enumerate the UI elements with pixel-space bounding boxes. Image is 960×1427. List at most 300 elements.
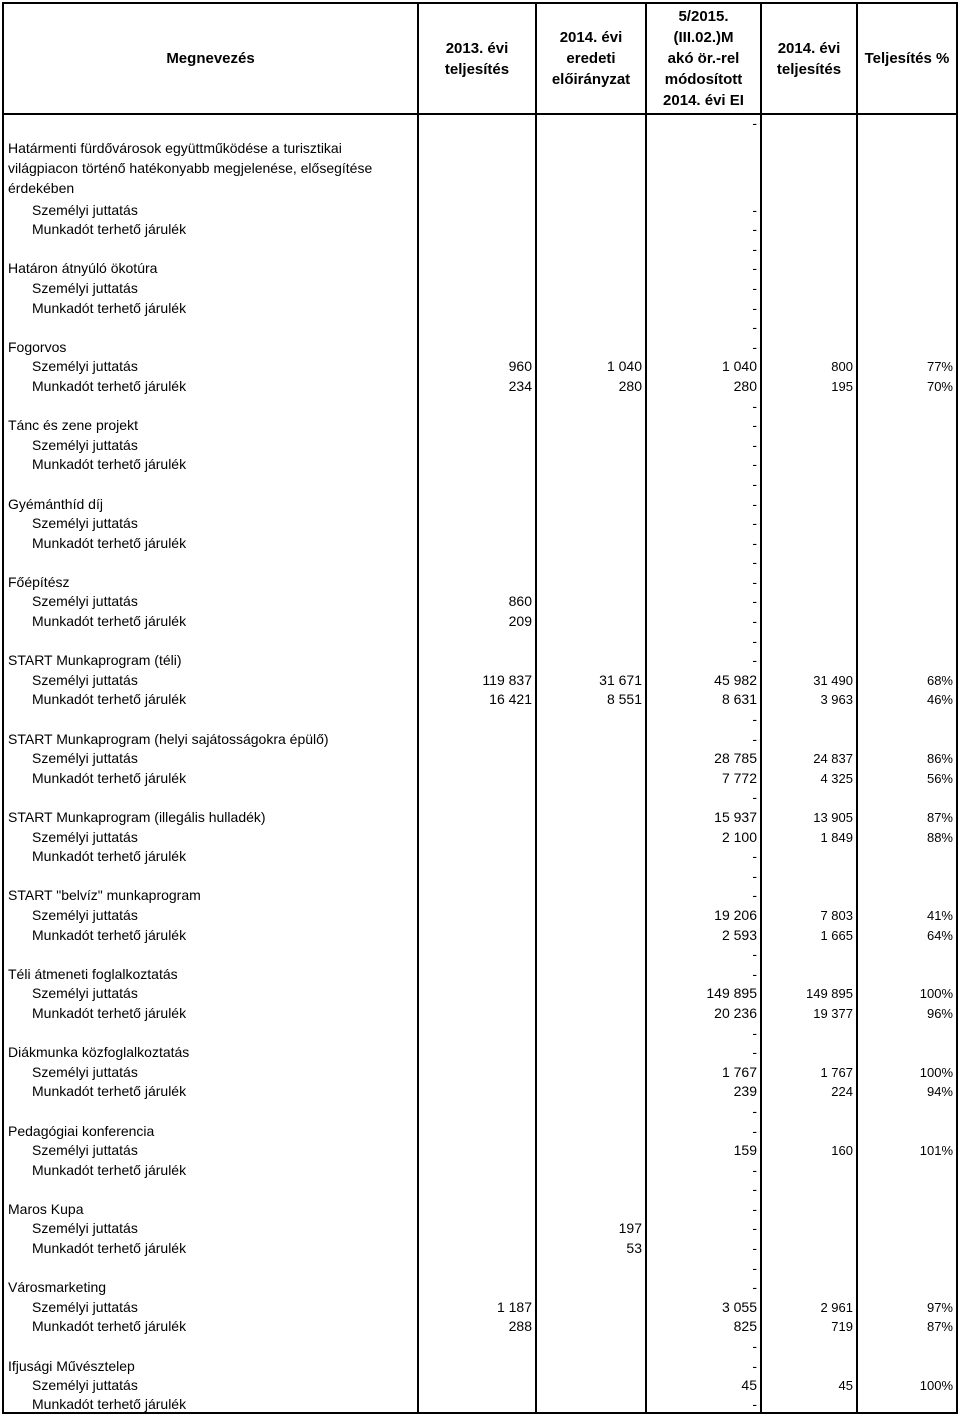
line-item-label: Személyi juttatás [3, 903, 418, 923]
value-2014-modified: - [646, 1197, 761, 1217]
value-2013-actual [418, 845, 536, 865]
value-percent: 100% [857, 1060, 957, 1080]
line-item-label: Személyi juttatás [3, 1060, 418, 1080]
value-2013-actual [418, 237, 536, 257]
line-item-label: Személyi juttatás [3, 1374, 418, 1394]
value-2013-actual [418, 1276, 536, 1296]
value-2014-actual: 149 895 [761, 982, 857, 1002]
value-2013-actual [418, 825, 536, 845]
value-2013-actual [418, 114, 536, 198]
value-2014-original [536, 1178, 646, 1198]
program-name [3, 707, 418, 727]
value-2013-actual [418, 1001, 536, 1021]
value-percent: 77% [857, 355, 957, 375]
program-name [3, 1256, 418, 1276]
spacer-row [3, 864, 957, 884]
line-item-label: Személyi juttatás [3, 982, 418, 1002]
value-2014-modified: - [646, 629, 761, 649]
value-percent [857, 472, 957, 492]
spacer-row [3, 1334, 957, 1354]
spacer-row [3, 551, 957, 571]
value-2014-modified: - [646, 1276, 761, 1296]
line-item-row [3, 355, 957, 375]
value-2014-actual [761, 198, 857, 218]
value-2014-original [536, 727, 646, 747]
value-2014-original [536, 766, 646, 786]
value-2014-modified: - [646, 335, 761, 355]
value-2014-actual [761, 1354, 857, 1374]
value-2014-actual [761, 276, 857, 296]
value-percent [857, 570, 957, 590]
value-2014-actual [761, 649, 857, 669]
header-line: módosított [664, 71, 743, 88]
header-line: Megnevezés [166, 50, 255, 67]
value-2014-original [536, 845, 646, 865]
line-item-row [3, 903, 957, 923]
value-2014-original [536, 296, 646, 316]
value-percent [857, 1119, 957, 1139]
value-percent [857, 1099, 957, 1119]
value-2014-original [536, 629, 646, 649]
program-name: Tánc és zene projekt [3, 414, 418, 434]
value-2014-original [536, 114, 646, 198]
value-2013-actual [418, 1041, 536, 1061]
line-item-label: Munkadót terhető járulék [3, 766, 418, 786]
value-2014-original: 31 671 [536, 668, 646, 688]
value-2013-actual [418, 531, 536, 551]
value-2013-actual [418, 492, 536, 512]
value-percent [857, 1041, 957, 1061]
value-2013-actual [418, 923, 536, 943]
value-2014-modified: 45 [646, 1374, 761, 1394]
value-2014-modified: - [646, 570, 761, 590]
value-2014-original [536, 1374, 646, 1394]
value-2014-actual [761, 472, 857, 492]
header-2013-actual [418, 3, 536, 114]
header-2014-original [536, 3, 646, 114]
value-2014-modified: 1 767 [646, 1060, 761, 1080]
line-item-row [3, 296, 957, 316]
value-2014-actual: 1 767 [761, 1060, 857, 1080]
value-2013-actual [418, 512, 536, 532]
program-name: START Munkaprogram (helyi sajátosságokra épülő) [3, 727, 418, 747]
value-percent [857, 1021, 957, 1041]
line-item-row [3, 1315, 957, 1335]
program-name: Határon átnyúló ökotúra [3, 257, 418, 277]
value-2014-actual [761, 453, 857, 473]
value-2014-modified: - [646, 472, 761, 492]
value-2014-modified: 2 593 [646, 923, 761, 943]
value-2014-original [536, 1041, 646, 1061]
value-percent: 86% [857, 747, 957, 767]
line-item-row [3, 1060, 957, 1080]
value-2014-actual [761, 1178, 857, 1198]
line-item-label: Személyi juttatás [3, 198, 418, 218]
value-2014-actual [761, 1021, 857, 1041]
value-2014-modified: - [646, 531, 761, 551]
value-2014-actual [761, 786, 857, 806]
value-2014-actual: 1 849 [761, 825, 857, 845]
value-percent [857, 609, 957, 629]
value-2014-original [536, 531, 646, 551]
line-item-row [3, 825, 957, 845]
value-percent [857, 1236, 957, 1256]
value-2014-actual [761, 433, 857, 453]
value-2014-modified: - [646, 276, 761, 296]
line-item-label: Személyi juttatás [3, 1139, 418, 1159]
value-percent: 96% [857, 1001, 957, 1021]
program-row [3, 335, 957, 355]
program-row [3, 257, 957, 277]
program-row [3, 570, 957, 590]
line-item-label: Személyi juttatás [3, 1217, 418, 1237]
program-row [3, 1119, 957, 1139]
value-2014-original [536, 472, 646, 492]
value-2014-actual: 31 490 [761, 668, 857, 688]
value-percent [857, 394, 957, 414]
value-2014-modified: - [646, 1393, 761, 1413]
value-2013-actual [418, 414, 536, 434]
value-2014-actual [761, 1334, 857, 1354]
value-2014-original [536, 512, 646, 532]
value-percent [857, 531, 957, 551]
value-2014-original: 8 551 [536, 688, 646, 708]
program-row [3, 727, 957, 747]
program-row [3, 1041, 957, 1061]
program-name [3, 1099, 418, 1119]
program-name: Téli átmeneti foglalkoztatás [3, 962, 418, 982]
value-2014-modified: - [646, 1334, 761, 1354]
value-2014-original [536, 923, 646, 943]
spacer-row [3, 943, 957, 963]
value-percent [857, 414, 957, 434]
value-2014-modified: - [646, 1041, 761, 1061]
value-2014-modified: - [646, 707, 761, 727]
value-2014-modified: - [646, 394, 761, 414]
value-percent [857, 512, 957, 532]
value-2014-actual [761, 727, 857, 747]
program-name [3, 237, 418, 257]
program-row [3, 1354, 957, 1374]
value-percent [857, 1256, 957, 1276]
program-name: Pedagógiai konferencia [3, 1119, 418, 1139]
value-2014-modified: - [646, 1217, 761, 1237]
value-2013-actual: 860 [418, 590, 536, 610]
value-percent [857, 433, 957, 453]
value-2014-actual: 719 [761, 1315, 857, 1335]
line-item-label: Személyi juttatás [3, 1295, 418, 1315]
program-name: Gyémánthíd díj [3, 492, 418, 512]
value-2014-actual: 2 961 [761, 1295, 857, 1315]
line-item-row [3, 453, 957, 473]
value-2014-actual [761, 1197, 857, 1217]
program-name [3, 551, 418, 571]
line-item-label: Munkadót terhető járulék [3, 1393, 418, 1413]
value-2014-actual [761, 394, 857, 414]
value-percent [857, 649, 957, 669]
value-2013-actual [418, 727, 536, 747]
value-2014-actual [761, 1236, 857, 1256]
value-2013-actual [418, 335, 536, 355]
value-2014-modified: 239 [646, 1080, 761, 1100]
value-2014-original [536, 825, 646, 845]
value-2014-original: 197 [536, 1217, 646, 1237]
line-item-label: Személyi juttatás [3, 433, 418, 453]
value-2014-modified: - [646, 237, 761, 257]
program-row [3, 962, 957, 982]
value-2014-original [536, 590, 646, 610]
value-percent [857, 727, 957, 747]
value-2013-actual [418, 472, 536, 492]
value-2014-original [536, 1295, 646, 1315]
value-percent: 46% [857, 688, 957, 708]
value-2013-actual [418, 1236, 536, 1256]
line-item-row [3, 1374, 957, 1394]
value-2014-modified: - [646, 609, 761, 629]
value-percent [857, 1334, 957, 1354]
value-percent: 87% [857, 805, 957, 825]
value-2013-actual [418, 943, 536, 963]
line-item-label: Munkadót terhető járulék [3, 1315, 418, 1335]
value-2014-original [536, 1354, 646, 1374]
value-percent [857, 492, 957, 512]
value-percent [857, 1276, 957, 1296]
line-item-label: Személyi juttatás [3, 276, 418, 296]
value-percent [857, 707, 957, 727]
value-2014-actual [761, 257, 857, 277]
program-name: Ifjusági Művésztelep [3, 1354, 418, 1374]
value-2013-actual: 1 187 [418, 1295, 536, 1315]
value-2014-modified: - [646, 492, 761, 512]
spacer-row [3, 1256, 957, 1276]
program-name: Maros Kupa [3, 1197, 418, 1217]
budget-table [2, 2, 958, 1414]
value-2013-actual [418, 1119, 536, 1139]
spacer-row [3, 629, 957, 649]
value-2013-actual [418, 805, 536, 825]
line-item-label: Munkadót terhető járulék [3, 688, 418, 708]
value-2013-actual [418, 1334, 536, 1354]
value-2013-actual [418, 786, 536, 806]
value-2014-original [536, 414, 646, 434]
value-2014-modified: - [646, 1119, 761, 1139]
line-item-row [3, 766, 957, 786]
value-2014-actual: 4 325 [761, 766, 857, 786]
value-2013-actual [418, 982, 536, 1002]
value-percent: 64% [857, 923, 957, 943]
value-percent [857, 551, 957, 571]
program-row [3, 1197, 957, 1217]
header-line: 2014. évi EI [663, 92, 744, 109]
value-2014-actual [761, 884, 857, 904]
value-percent: 100% [857, 1374, 957, 1394]
value-2014-actual [761, 414, 857, 434]
value-2013-actual [418, 649, 536, 669]
program-row [3, 884, 957, 904]
program-name [3, 1178, 418, 1198]
value-percent [857, 218, 957, 238]
line-item-row [3, 276, 957, 296]
value-2014-original [536, 218, 646, 238]
value-2014-modified: - [646, 884, 761, 904]
line-item-row [3, 668, 957, 688]
value-2014-modified: 159 [646, 1139, 761, 1159]
spacer-row [3, 707, 957, 727]
value-percent: 56% [857, 766, 957, 786]
value-2014-original [536, 198, 646, 218]
line-item-row [3, 845, 957, 865]
line-item-label: Személyi juttatás [3, 668, 418, 688]
value-2014-modified: 19 206 [646, 903, 761, 923]
program-row [3, 492, 957, 512]
program-row [3, 1276, 957, 1296]
value-2013-actual [418, 1256, 536, 1276]
line-item-row [3, 1217, 957, 1237]
value-2014-actual [761, 1256, 857, 1276]
value-percent [857, 943, 957, 963]
value-2013-actual [418, 316, 536, 336]
value-2014-original [536, 1001, 646, 1021]
value-2014-modified: 8 631 [646, 688, 761, 708]
value-2014-actual [761, 707, 857, 727]
value-2013-actual [418, 1217, 536, 1237]
value-2013-actual [418, 1158, 536, 1178]
value-percent: 87% [857, 1315, 957, 1335]
line-item-row [3, 1295, 957, 1315]
spacer-row [3, 394, 957, 414]
value-2014-modified: - [646, 1178, 761, 1198]
value-2014-modified: - [646, 943, 761, 963]
value-2014-actual [761, 943, 857, 963]
value-2014-actual: 195 [761, 374, 857, 394]
program-name [3, 943, 418, 963]
value-2014-modified: - [646, 257, 761, 277]
value-2014-actual [761, 864, 857, 884]
value-2014-actual [761, 1158, 857, 1178]
header-2014-modified [646, 3, 761, 114]
line-item-label: Személyi juttatás [3, 355, 418, 375]
spacer-row [3, 786, 957, 806]
line-item-row [3, 1393, 957, 1413]
value-2013-actual [418, 218, 536, 238]
line-item-label: Munkadót terhető járulék [3, 374, 418, 394]
value-2014-original [536, 1080, 646, 1100]
value-2014-actual: 7 803 [761, 903, 857, 923]
line-item-row [3, 218, 957, 238]
value-2014-modified: 3 055 [646, 1295, 761, 1315]
value-2014-actual: 13 905 [761, 805, 857, 825]
line-item-label: Munkadót terhető járulék [3, 1158, 418, 1178]
value-2013-actual [418, 629, 536, 649]
value-2014-original [536, 903, 646, 923]
value-2014-original: 280 [536, 374, 646, 394]
value-2014-original [536, 1158, 646, 1178]
value-2014-original [536, 453, 646, 473]
value-2013-actual [418, 570, 536, 590]
value-2013-actual [418, 864, 536, 884]
value-percent: 94% [857, 1080, 957, 1100]
value-2013-actual [418, 276, 536, 296]
value-2014-original [536, 1334, 646, 1354]
value-2014-modified: 20 236 [646, 1001, 761, 1021]
program-name [3, 472, 418, 492]
value-2014-modified: 7 772 [646, 766, 761, 786]
value-2014-actual [761, 1393, 857, 1413]
line-item-row [3, 688, 957, 708]
header-line: teljesítés [776, 60, 842, 78]
budget-sheet [2, 2, 956, 1414]
line-item-label: Személyi juttatás [3, 512, 418, 532]
value-2013-actual: 209 [418, 609, 536, 629]
value-percent [857, 629, 957, 649]
value-percent [857, 1393, 957, 1413]
value-2014-modified: - [646, 414, 761, 434]
value-2014-modified: - [646, 512, 761, 532]
program-name [3, 1021, 418, 1041]
value-2014-original [536, 394, 646, 414]
value-2013-actual: 288 [418, 1315, 536, 1335]
value-2014-actual: 24 837 [761, 747, 857, 767]
header-line: eredeti [566, 50, 616, 67]
value-percent [857, 1178, 957, 1198]
line-item-row [3, 198, 957, 218]
value-2014-original [536, 1256, 646, 1276]
value-percent [857, 1197, 957, 1217]
value-2014-original [536, 962, 646, 982]
program-row [3, 414, 957, 434]
value-2014-original [536, 335, 646, 355]
value-2014-actual: 45 [761, 1374, 857, 1394]
line-item-label: Munkadót terhető járulék [3, 1080, 418, 1100]
header-line: 5/2015.(III.02.)M [673, 8, 734, 46]
value-2014-original [536, 864, 646, 884]
value-2014-original [536, 1276, 646, 1296]
line-item-label: Munkadót terhető járulék [3, 531, 418, 551]
value-2014-modified: - [646, 590, 761, 610]
value-2014-original [536, 1119, 646, 1139]
value-2014-modified: 280 [646, 374, 761, 394]
value-percent [857, 316, 957, 336]
value-2013-actual [418, 747, 536, 767]
value-2014-actual: 19 377 [761, 1001, 857, 1021]
value-2014-actual: 800 [761, 355, 857, 375]
spacer-row [3, 1099, 957, 1119]
value-2014-actual: 224 [761, 1080, 857, 1100]
value-2014-modified: - [646, 1158, 761, 1178]
line-item-label: Személyi juttatás [3, 747, 418, 767]
value-2013-actual [418, 1060, 536, 1080]
value-2014-modified: - [646, 1236, 761, 1256]
value-2014-actual: 1 665 [761, 923, 857, 943]
value-2014-modified: - [646, 453, 761, 473]
line-item-row [3, 1158, 957, 1178]
value-2014-modified: 28 785 [646, 747, 761, 767]
header-name [3, 3, 418, 114]
program-row [3, 114, 957, 198]
program-name [3, 864, 418, 884]
program-name: Városmarketing [3, 1276, 418, 1296]
value-2013-actual [418, 962, 536, 982]
value-2014-actual [761, 551, 857, 571]
value-2013-actual: 234 [418, 374, 536, 394]
header-line: 2014. évi [777, 39, 841, 57]
header-line: teljesítés [444, 60, 510, 78]
value-2013-actual [418, 296, 536, 316]
value-2014-modified: - [646, 114, 761, 198]
value-2014-original [536, 609, 646, 629]
value-2014-actual: 160 [761, 1139, 857, 1159]
value-2013-actual [418, 1393, 536, 1413]
